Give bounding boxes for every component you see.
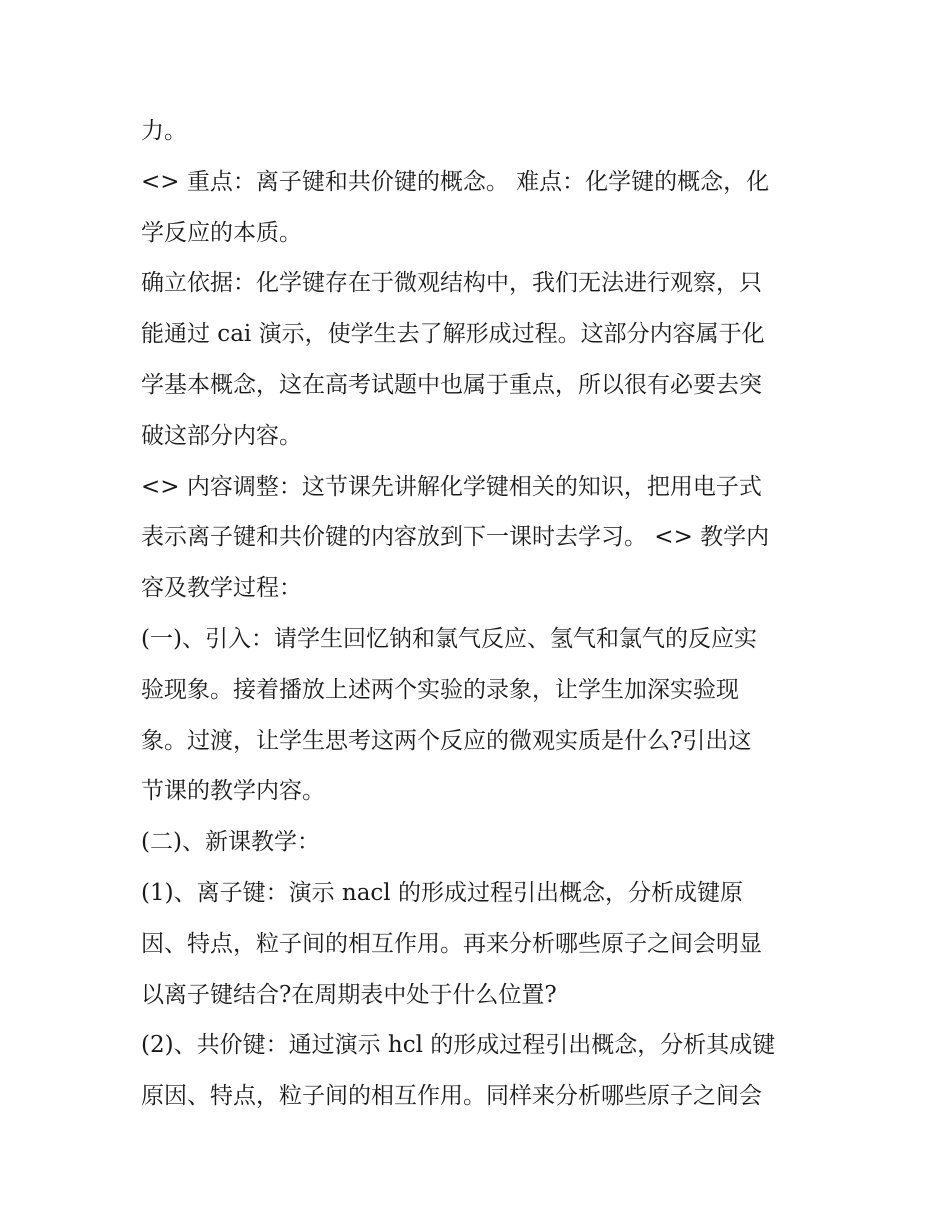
text-line: 学基本概念，这在高考试题中也属于重点，所以很有必要去突 (141, 371, 762, 398)
document-body (141, 106, 821, 1122)
text-line: <> 内容调整：这节课先讲解化学键相关的知识，把用电子式 (141, 473, 762, 500)
text-line: (一)、引入：请学生回忆钠和氯气反应、氢气和氯气的反应实 (141, 625, 757, 652)
text-line: 确立依据：化学键存在于微观结构中，我们无法进行观察，只 (141, 270, 762, 297)
text-line: <> 重点：离子键和共价键的概念。 难点：化学键的概念，化 (141, 168, 770, 195)
text-line: 节课的教学内容。 (141, 778, 325, 805)
text-line: 容及教学过程： (141, 575, 302, 602)
text-line: 能通过 cai 演示，使学生去了解形成过程。这部分内容属于化 (141, 321, 765, 348)
text-line: 原因、特点，粒子间的相互作用。同样来分析哪些原子之间会 (141, 1083, 762, 1110)
text-line: 学反应的本质。 (141, 219, 302, 246)
text-line: 验现象。接着播放上述两个实验的录象，让学生加深实验现 (141, 676, 739, 703)
text-line: 以离子键结合?在周期表中处于什么位置? (141, 981, 557, 1008)
text-line: (二)、新课教学： (141, 829, 320, 856)
text-line: 力。 (141, 118, 187, 144)
text-line: 表示离子键和共价键的内容放到下一课时去学习。 <> 教学内 (141, 524, 770, 551)
text-line: 象。过渡，让学生思考这两个反应的微观实质是什么?引出这 (141, 727, 752, 754)
text-line: 因、特点，粒子间的相互作用。再来分析哪些原子之间会明显 (141, 930, 762, 957)
text-line: 破这部分内容。 (141, 422, 302, 449)
text-line: (1)、离子键：演示 nacl 的形成过程引出概念，分析成键原 (141, 879, 743, 906)
text-line: (2)、共价键：通过演示 hcl 的形成过程引出概念，分析其成键 (141, 1032, 776, 1059)
